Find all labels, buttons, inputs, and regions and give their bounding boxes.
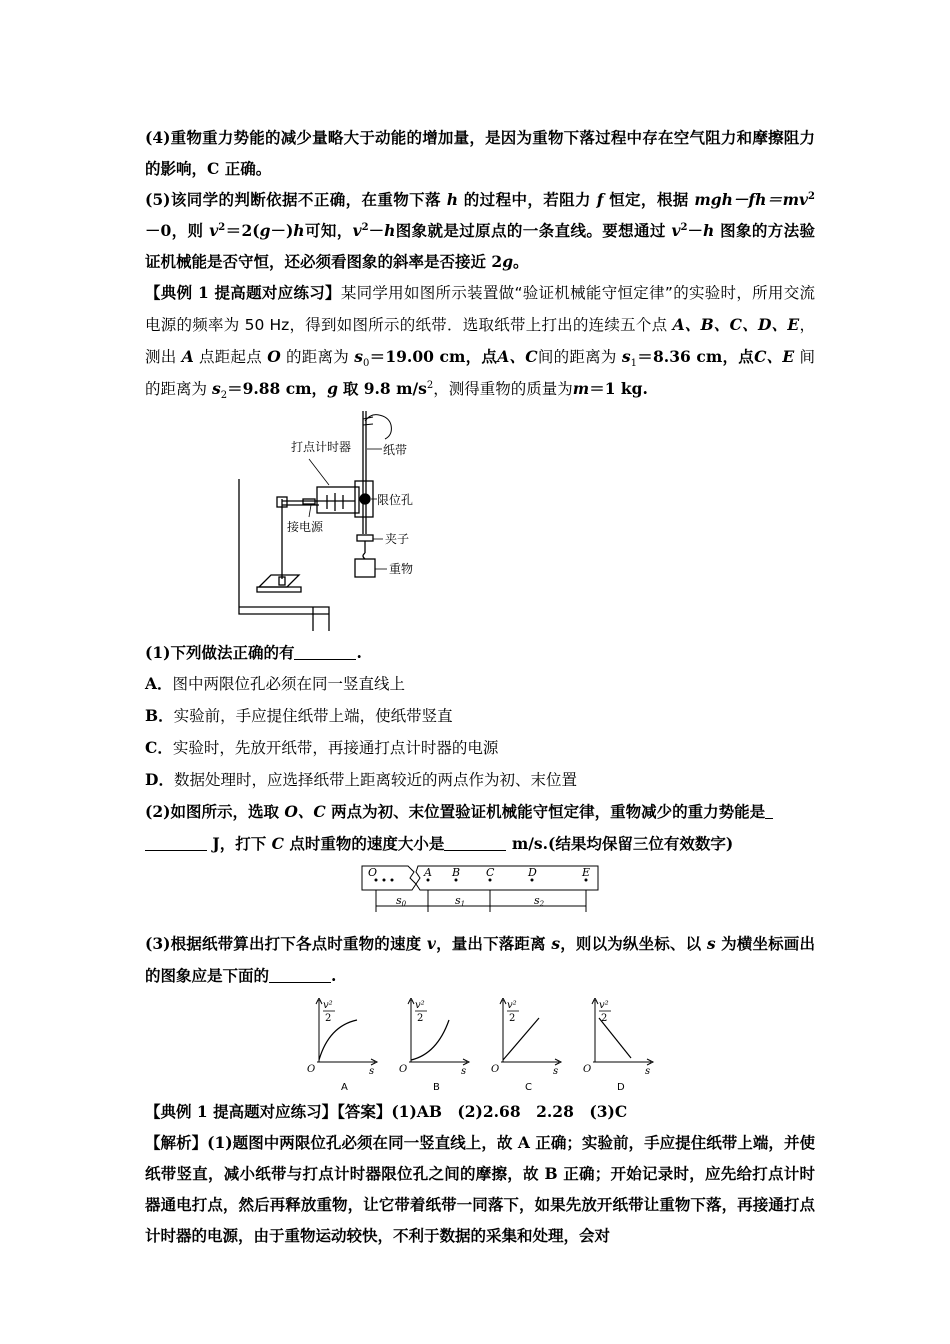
tape-label-s0: s0	[396, 894, 407, 908]
question-3: (3)根据纸带算出打下各点时重物的速度 v，量出下落距离 s，则以为纵坐标、以 s 为横坐标画出的图象应是下面的 .	[145, 934, 815, 985]
label-tape: 纸带	[383, 443, 408, 457]
example-problem: 【典例 1 提高题对应练习】某同学用如图所示装置做“验证机械能守恒定律”的实验时，所用交流电源的频率为 50 Hz，得到如图所示的纸带．选取纸带上打出的连续五个点 A、B、C、D、E，测出 A 点距起点 O 的距离为 $s_0=19.00$ cm，点A、C间的距离为 $s_1=8.36$ cm，点C、E 间的距离为 $s_2=9.88$ cm，g 取 9.8 $m/s^2$，测得重物的质量为m＝1 kg.	[145, 283, 815, 402]
answer-graphs	[145, 998, 815, 1094]
tape-point-A: A	[424, 866, 432, 879]
graph-name: C	[525, 1082, 532, 1093]
graph-xlabel: s	[461, 1066, 467, 1077]
option-d: D．数据处理时，应选择纸带上距离较近的两点作为初、末位置	[145, 770, 577, 789]
option-a: A．图中两限位孔必须在同一竖直线上	[145, 674, 406, 693]
tape-label-s1: s1	[455, 894, 466, 908]
graph-name: D	[617, 1082, 625, 1093]
label-timer: 打点计时器	[291, 440, 352, 454]
graph-ylabel-num: v²	[599, 1000, 609, 1011]
graph-name: A	[341, 1082, 348, 1093]
graph-xlabel: s	[553, 1066, 559, 1077]
tape-label-s2: s2	[534, 894, 545, 908]
graph-origin: O	[307, 1064, 316, 1075]
label-weight: 重物	[389, 562, 414, 576]
label-power: 接电源	[287, 520, 324, 534]
apparatus-figure	[237, 409, 507, 631]
graph-ylabel-den: 2	[325, 1013, 332, 1024]
graph-origin: O	[583, 1064, 592, 1075]
graph-d	[581, 998, 655, 1094]
option-b: B．实验前，手应提住纸带上端，使纸带竖直	[145, 706, 453, 725]
graph-name: B	[433, 1082, 440, 1093]
graph-origin: O	[491, 1064, 500, 1075]
tape-point-B: B	[452, 866, 461, 879]
graph-b	[397, 998, 471, 1094]
graph-ylabel-num: v²	[415, 1000, 425, 1011]
graph-origin: O	[399, 1064, 408, 1075]
graph-xlabel: s	[645, 1066, 651, 1077]
tape-point-D: D	[528, 866, 537, 879]
question-2: (2)如图所示，选取 O、C 两点为初、末位置验证机械能守恒定律，重物减少的重力势能是 J，打下 C 点时重物的速度大小是 m/s.(结果均保留三位有效数字)	[145, 796, 815, 860]
solution-part-5: (5)该同学的判断依据不正确，在重物下落 h 的过程中，若阻力 f 恒定，根据 $mgh-fh=mv^2-0$，则 $v^2=2(g-)h$可知，$v^2-h$图象就是过原点的一条直线。要想通过 $v^2-h$ 图象的方法验证机械能是否守恒，还必须看图象的斜率是否接近 2g。	[145, 190, 815, 271]
document-body	[145, 120, 815, 1251]
graph-ylabel-num: v²	[323, 1000, 333, 1011]
question-1-options	[145, 668, 815, 796]
option-c: C．实验时，先放开纸带，再接通打点计时器的电源	[145, 738, 499, 757]
example-tag: 【典例 1 提高题对应练习】	[145, 283, 341, 302]
graph-xlabel: s	[369, 1066, 375, 1077]
label-clip: 夹子	[385, 532, 410, 546]
tape-point-C: C	[486, 866, 495, 879]
graph-ylabel-num: v²	[507, 1000, 517, 1011]
paper-tape-figure	[360, 864, 600, 920]
solution-part-4: (4)重物重力势能的减少量略大于动能的增加量，是因为重物下落过程中存在空气阻力和摩擦阻力的影响，C 正确。	[145, 128, 815, 178]
tape-point-O: O	[368, 866, 378, 879]
graph-ylabel-den: 2	[509, 1013, 516, 1024]
analysis: 【解析】(1)题图中两限位孔必须在同一竖直线上，故 A 正确；实验前，手应提住纸带上端，并使纸带竖直，减小纸带与打点计时器限位孔之间的摩擦，故 B 正确；开始记录时，应先给打点计时器通电打点，然后再释放重物，让它带着纸带一同落下，如果先放开纸带让重物下落，再接通打点计时器的电源，由于重物运动较快，不利于数据的采集和处理，会对	[145, 1133, 815, 1245]
graph-c	[489, 998, 563, 1094]
tape-point-E: E	[582, 866, 591, 879]
graph-ylabel-den: 2	[601, 1013, 608, 1024]
answer-line: 【典例 1 提高题对应练习】【答案】(1)AB (2)2.68 2.28 (3)C	[145, 1102, 628, 1121]
label-hole: 限位孔	[377, 493, 414, 507]
graph-a	[305, 998, 379, 1094]
question-1: (1)下列做法正确的有 .	[145, 643, 362, 662]
graph-ylabel-den: 2	[417, 1013, 424, 1024]
